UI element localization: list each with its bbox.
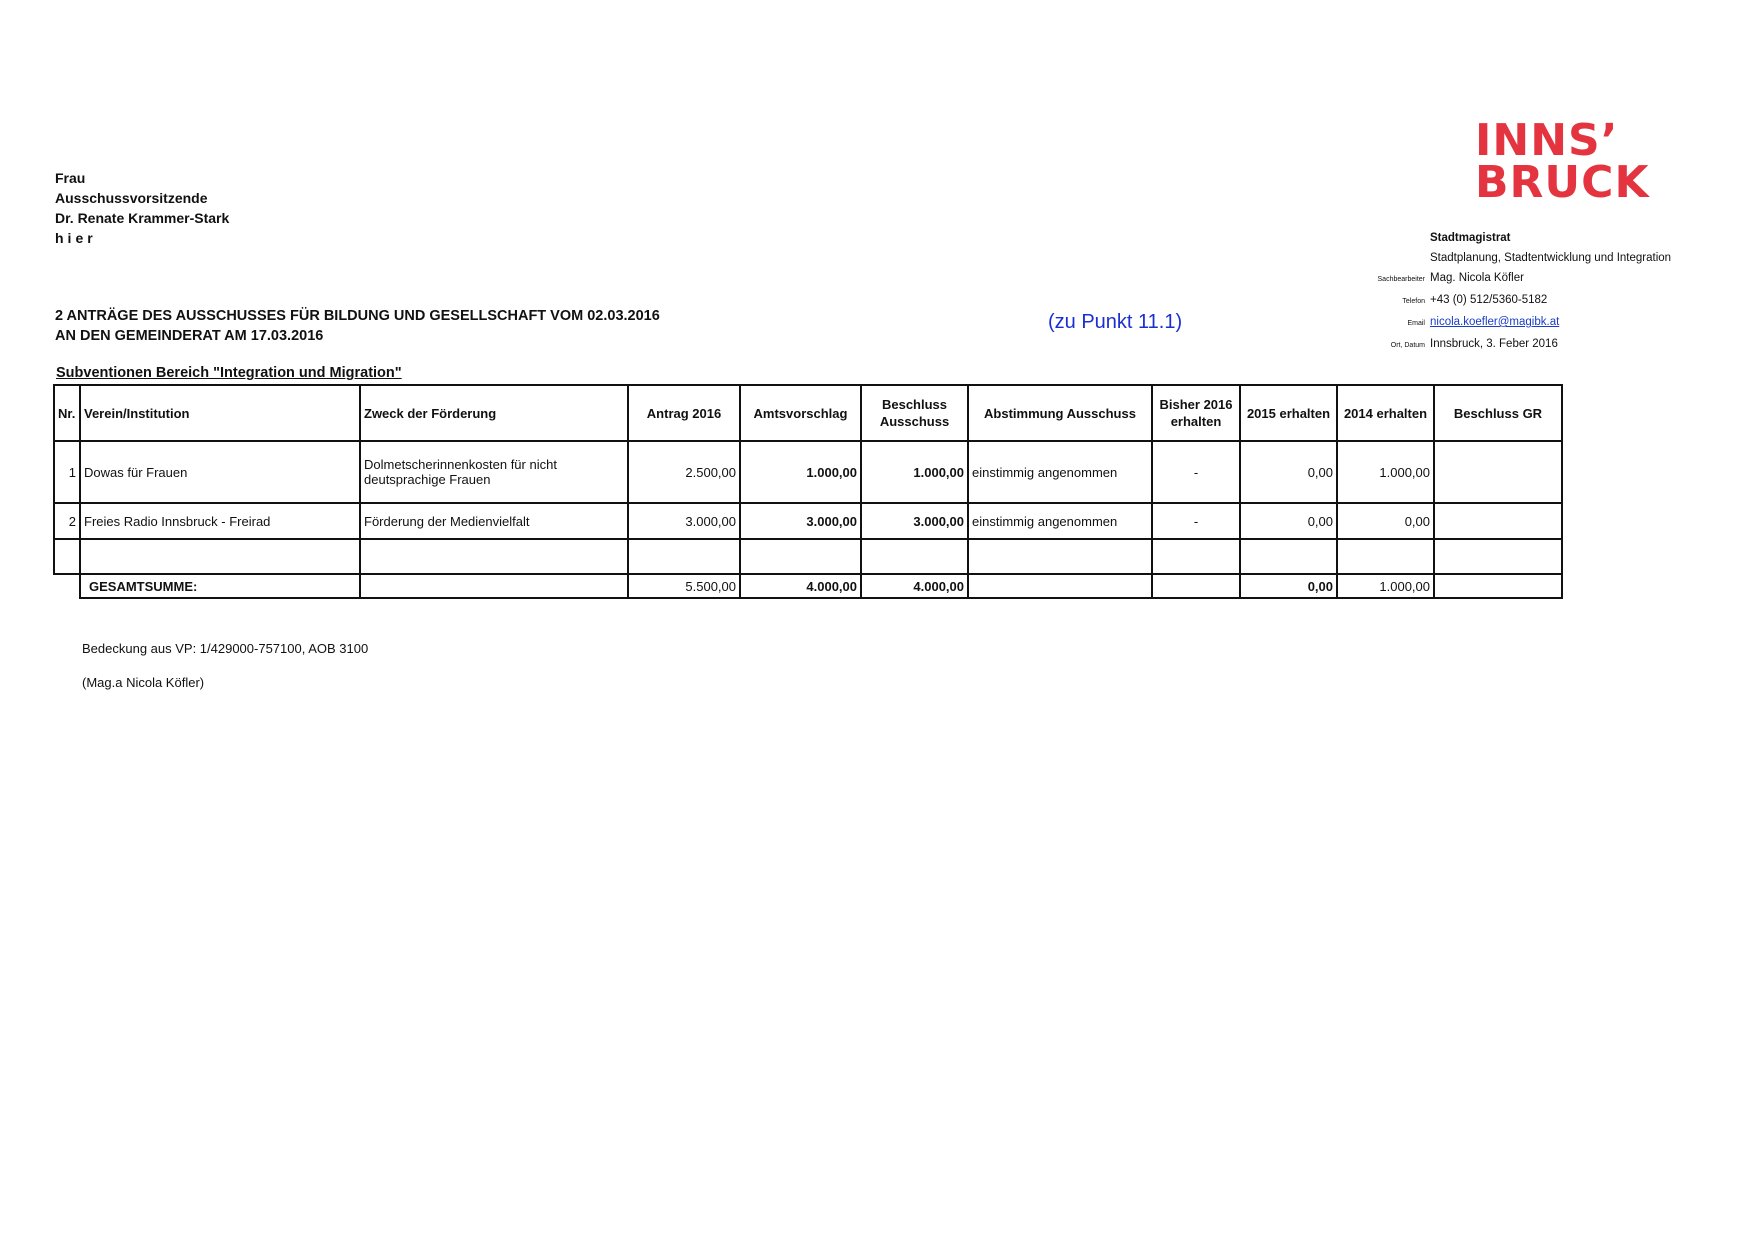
cell-amtsvorschlag: 1.000,00 [740,441,861,503]
place-label: Ort, Datum [1390,342,1425,349]
innsbruck-logo [1475,115,1675,208]
header-verein: Verein/Institution [80,385,360,441]
header-antrag: Antrag 2016 [628,385,740,441]
subsidy-table [53,384,1563,599]
document-heading [55,306,660,346]
header-abstimmung: Abstimmung Ausschuss [968,385,1152,441]
cell-beschluss-ausschuss: 3.000,00 [861,503,968,539]
cell-empty [1152,574,1240,598]
sender-place-date: Innsbruck, 3. Feber 2016 [1430,338,1558,350]
cell-empty [1337,539,1434,574]
cell-amtsvorschlag: 3.000,00 [740,503,861,539]
cell-empty [968,539,1152,574]
heading-line-2: AN DEN GEMEINDERAT AM 17.03.2016 [55,328,324,344]
total-2015: 0,00 [1240,574,1337,598]
table-row-empty [54,539,1562,574]
sender-phone: +43 (0) 512/5360-5182 [1430,294,1548,306]
cell-empty [1434,574,1562,598]
total-beschluss-ausschuss: 4.000,00 [861,574,968,598]
logo-line-2: BRUCK [1475,157,1650,208]
section-title: Subventionen Bereich "Integration und Migration" [56,365,402,381]
cell-empty [360,539,628,574]
cell-zweck: Förderung der Medienvielfalt [360,503,628,539]
table-row [54,503,1562,539]
cell-empty [54,574,80,598]
cell-2015: 0,00 [1240,441,1337,503]
header-2015: 2015 erhalten [1240,385,1337,441]
table-total-row [54,574,1562,598]
header-amtsvorschlag: Amtsvorschlag [740,385,861,441]
cell-2015: 0,00 [1240,503,1337,539]
cell-empty [54,539,80,574]
cell-bisher: - [1152,503,1240,539]
cell-abstimmung: einstimmig angenommen [968,441,1152,503]
cell-empty [80,539,360,574]
cell-verein: Freies Radio Innsbruck - Freirad [80,503,360,539]
cell-verein: Dowas für Frauen [80,441,360,503]
cell-empty [1434,539,1562,574]
addressee-salutation: Frau [55,170,86,186]
cell-abstimmung: einstimmig angenommen [968,503,1152,539]
cell-empty [861,539,968,574]
cell-nr: 2 [54,503,80,539]
cell-2014: 1.000,00 [1337,441,1434,503]
cell-empty [1152,539,1240,574]
cell-bisher: - [1152,441,1240,503]
cell-empty [968,574,1152,598]
heading-line-1: 2 ANTRÄGE DES AUSSCHUSSES FÜR BILDUNG UND GESELLSCHAFT VOM 02.03.2016 [55,308,660,324]
cell-2014: 0,00 [1337,503,1434,539]
cell-empty [740,539,861,574]
email-label: Email [1407,320,1425,327]
table-row [54,441,1562,503]
sender-block [1330,228,1690,356]
agenda-reference: (zu Punkt 11.1) [1048,311,1183,333]
header-2014: 2014 erhalten [1337,385,1434,441]
cell-empty [1240,539,1337,574]
table-header-row [54,385,1562,441]
cell-empty [360,574,628,598]
total-antrag: 5.500,00 [628,574,740,598]
sender-email-link[interactable]: nicola.koefler@magibk.at [1430,316,1560,328]
header-bisher: Bisher 2016 erhalten [1152,385,1240,441]
cell-nr: 1 [54,441,80,503]
cell-antrag: 3.000,00 [628,503,740,539]
logo-line-1: INNS’ [1475,115,1619,166]
cell-antrag: 2.500,00 [628,441,740,503]
total-2014: 1.000,00 [1337,574,1434,598]
header-beschluss-ausschuss: Beschluss Ausschuss [861,385,968,441]
header-nr: Nr. [54,385,80,441]
total-amtsvorschlag: 4.000,00 [740,574,861,598]
addressee-role: Ausschussvorsitzende [55,190,208,206]
sender-department: Stadtplanung, Stadtentwicklung und Integration [1430,252,1672,264]
header-beschluss-gr: Beschluss GR [1434,385,1562,441]
budget-coverage-note: Bedeckung aus VP: 1/429000-757100, AOB 3100 [82,641,369,656]
cell-beschluss-gr [1434,503,1562,539]
header-zweck: Zweck der Förderung [360,385,628,441]
cell-beschluss-gr [1434,441,1562,503]
cell-beschluss-ausschuss: 1.000,00 [861,441,968,503]
addressee-name: Dr. Renate Krammer-Stark [55,210,230,226]
cell-zweck: Dolmetscherinnenkosten für nicht deutsprachige Frauen [360,441,628,503]
sender-office: Stadtmagistrat [1430,232,1511,244]
cell-empty [628,539,740,574]
addressee-block [55,168,229,248]
phone-label: Telefon [1402,298,1425,305]
sender-clerk: Mag. Nicola Köfler [1430,272,1524,284]
signature-line: (Mag.a Nicola Köfler) [82,675,205,690]
addressee-location: hier [55,230,97,246]
clerk-label: Sachbearbeiter [1377,276,1425,283]
total-label: GESAMTSUMME: [80,574,360,598]
